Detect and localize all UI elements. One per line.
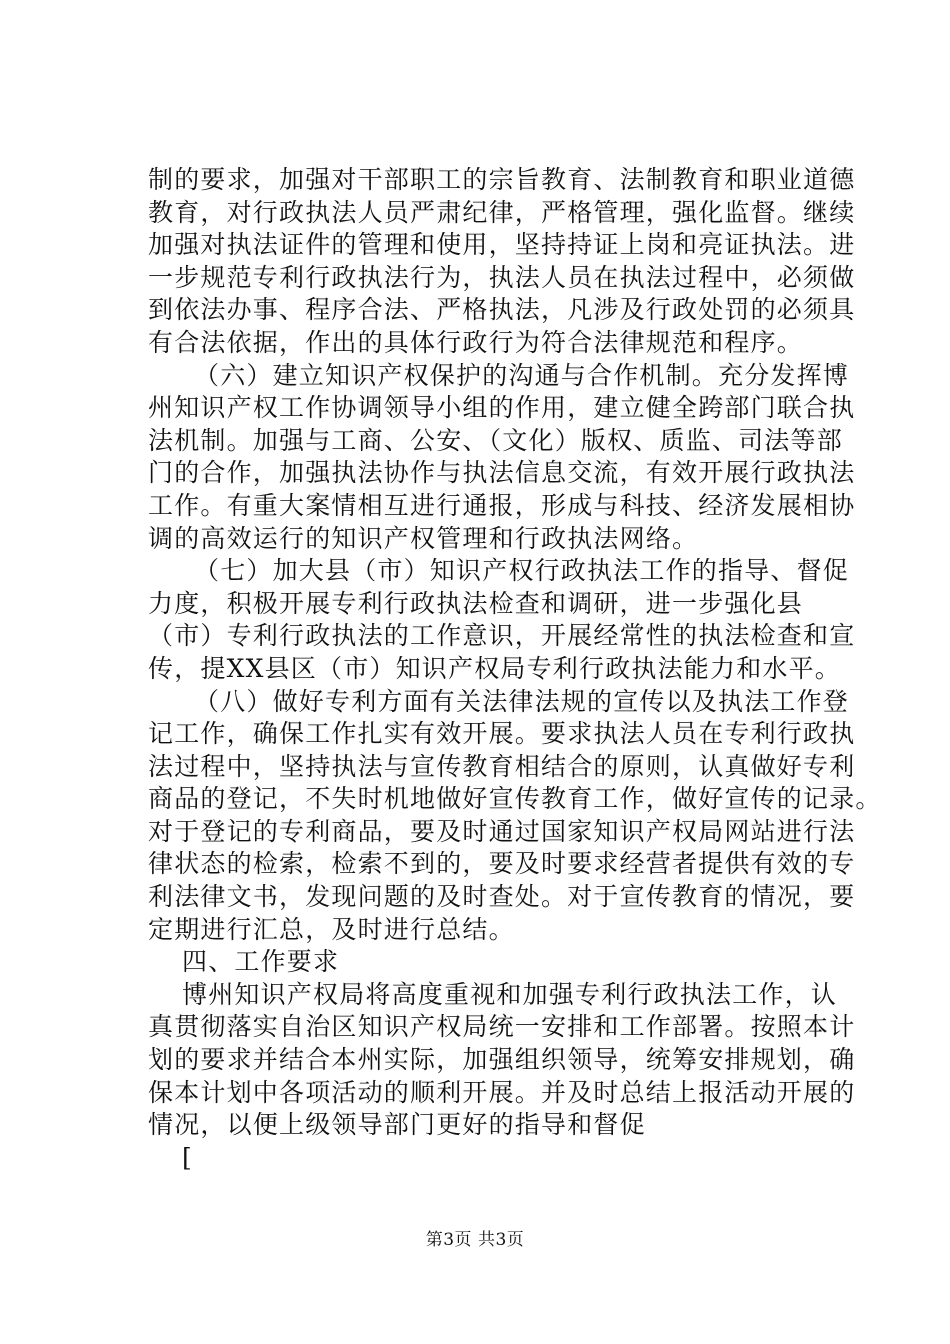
paragraph-start-line: （八）做好专利方面有关法律法规的宣传以及执法工作登 [194, 686, 850, 716]
bracket-mark: [ [182, 1142, 193, 1172]
body-line: 传，提XX县区（市）知识产权局专利行政执法能力和水平。 [148, 653, 841, 683]
body-line: 律状态的检索，检索不到的，要及时要求经营者提供有效的专 [148, 849, 856, 879]
body-line: 力度，积极开展专利行政执法检查和调研，进一步强化县 [148, 588, 804, 618]
body-line: 门的合作，加强执法协作与执法信息交流，有效开展行政执法 [148, 458, 856, 488]
body-line: 情况，以便上级领导部门更好的指导和督促 [148, 1110, 646, 1140]
paragraph-start-line: （七）加大县（市）知识产权行政执法工作的指导、督促 [194, 556, 850, 586]
body-line: 商品的登记，不失时机地做好宣传教育工作，做好宣传的记录。 [148, 784, 882, 814]
body-line: 法机制。加强与工商、公安、（文化）版权、质监、司法等部 [148, 425, 843, 455]
body-line: 对于登记的专利商品，要及时通过国家知识产权局网站进行法 [148, 816, 856, 846]
body-line: 法过程中，坚持执法与宣传教育相结合的原则，认真做好专利 [148, 751, 856, 781]
body-line: 制的要求，加强对干部职工的宗旨教育、法制教育和职业道德 [148, 165, 856, 194]
paragraph-start-line: （六）建立知识产权保护的沟通与合作机制。充分发挥博 [194, 360, 850, 390]
body-line: 到依法办事、程序合法、严格执法，凡涉及行政处罚的必须具 [148, 295, 856, 325]
body-line: 调的高效运行的知识产权管理和行政执法网络。 [148, 523, 699, 553]
body-line: 州知识产权工作协调领导小组的作用，建立健全跨部门联合执 [148, 393, 856, 423]
body-line: 定期进行汇总，及时进行总结。 [148, 914, 515, 944]
body-line: 真贯彻落实自治区知识产权局统一安排和工作部署。按照本计 [148, 1012, 856, 1042]
body-line: 记工作，确保工作扎实有效开展。要求执法人员在专利行政执 [148, 719, 856, 749]
body-line: 教育，对行政执法人员严肃纪律，严格管理，强化监督。继续 [148, 197, 856, 227]
body-line: 一步规范专利行政执法行为，执法人员在执法过程中，必须做 [148, 262, 856, 292]
section-heading: 四、工作要求 [182, 947, 340, 977]
body-line: 划的要求并结合本州实际，加强组织领导，统筹安排规划，确 [148, 1045, 856, 1075]
body-line: 有合法依据，作出的具体行政行为符合法律规范和程序。 [148, 327, 804, 357]
body-line: 保本计划中各项活动的顺利开展。并及时总结上报活动开展的 [148, 1077, 856, 1107]
body-line: （市）专利行政执法的工作意识，开展经常性的执法检查和宣 [148, 621, 856, 651]
body-line: 加强对执法证件的管理和使用，坚持持证上岗和亮证执法。进 [148, 230, 856, 260]
paragraph-start-line: 博州知识产权局将高度重视和加强专利行政执法工作，认 [182, 979, 838, 1009]
body-line: 利法律文书，发现问题的及时查处。对于宣传教育的情况，要 [148, 882, 856, 912]
page-number-footer: 第3页 共3页 [425, 1230, 525, 1250]
document-body [148, 164, 882, 1174]
body-line: 工作。有重大案情相互进行通报，形成与科技、经济发展相协 [148, 490, 856, 520]
